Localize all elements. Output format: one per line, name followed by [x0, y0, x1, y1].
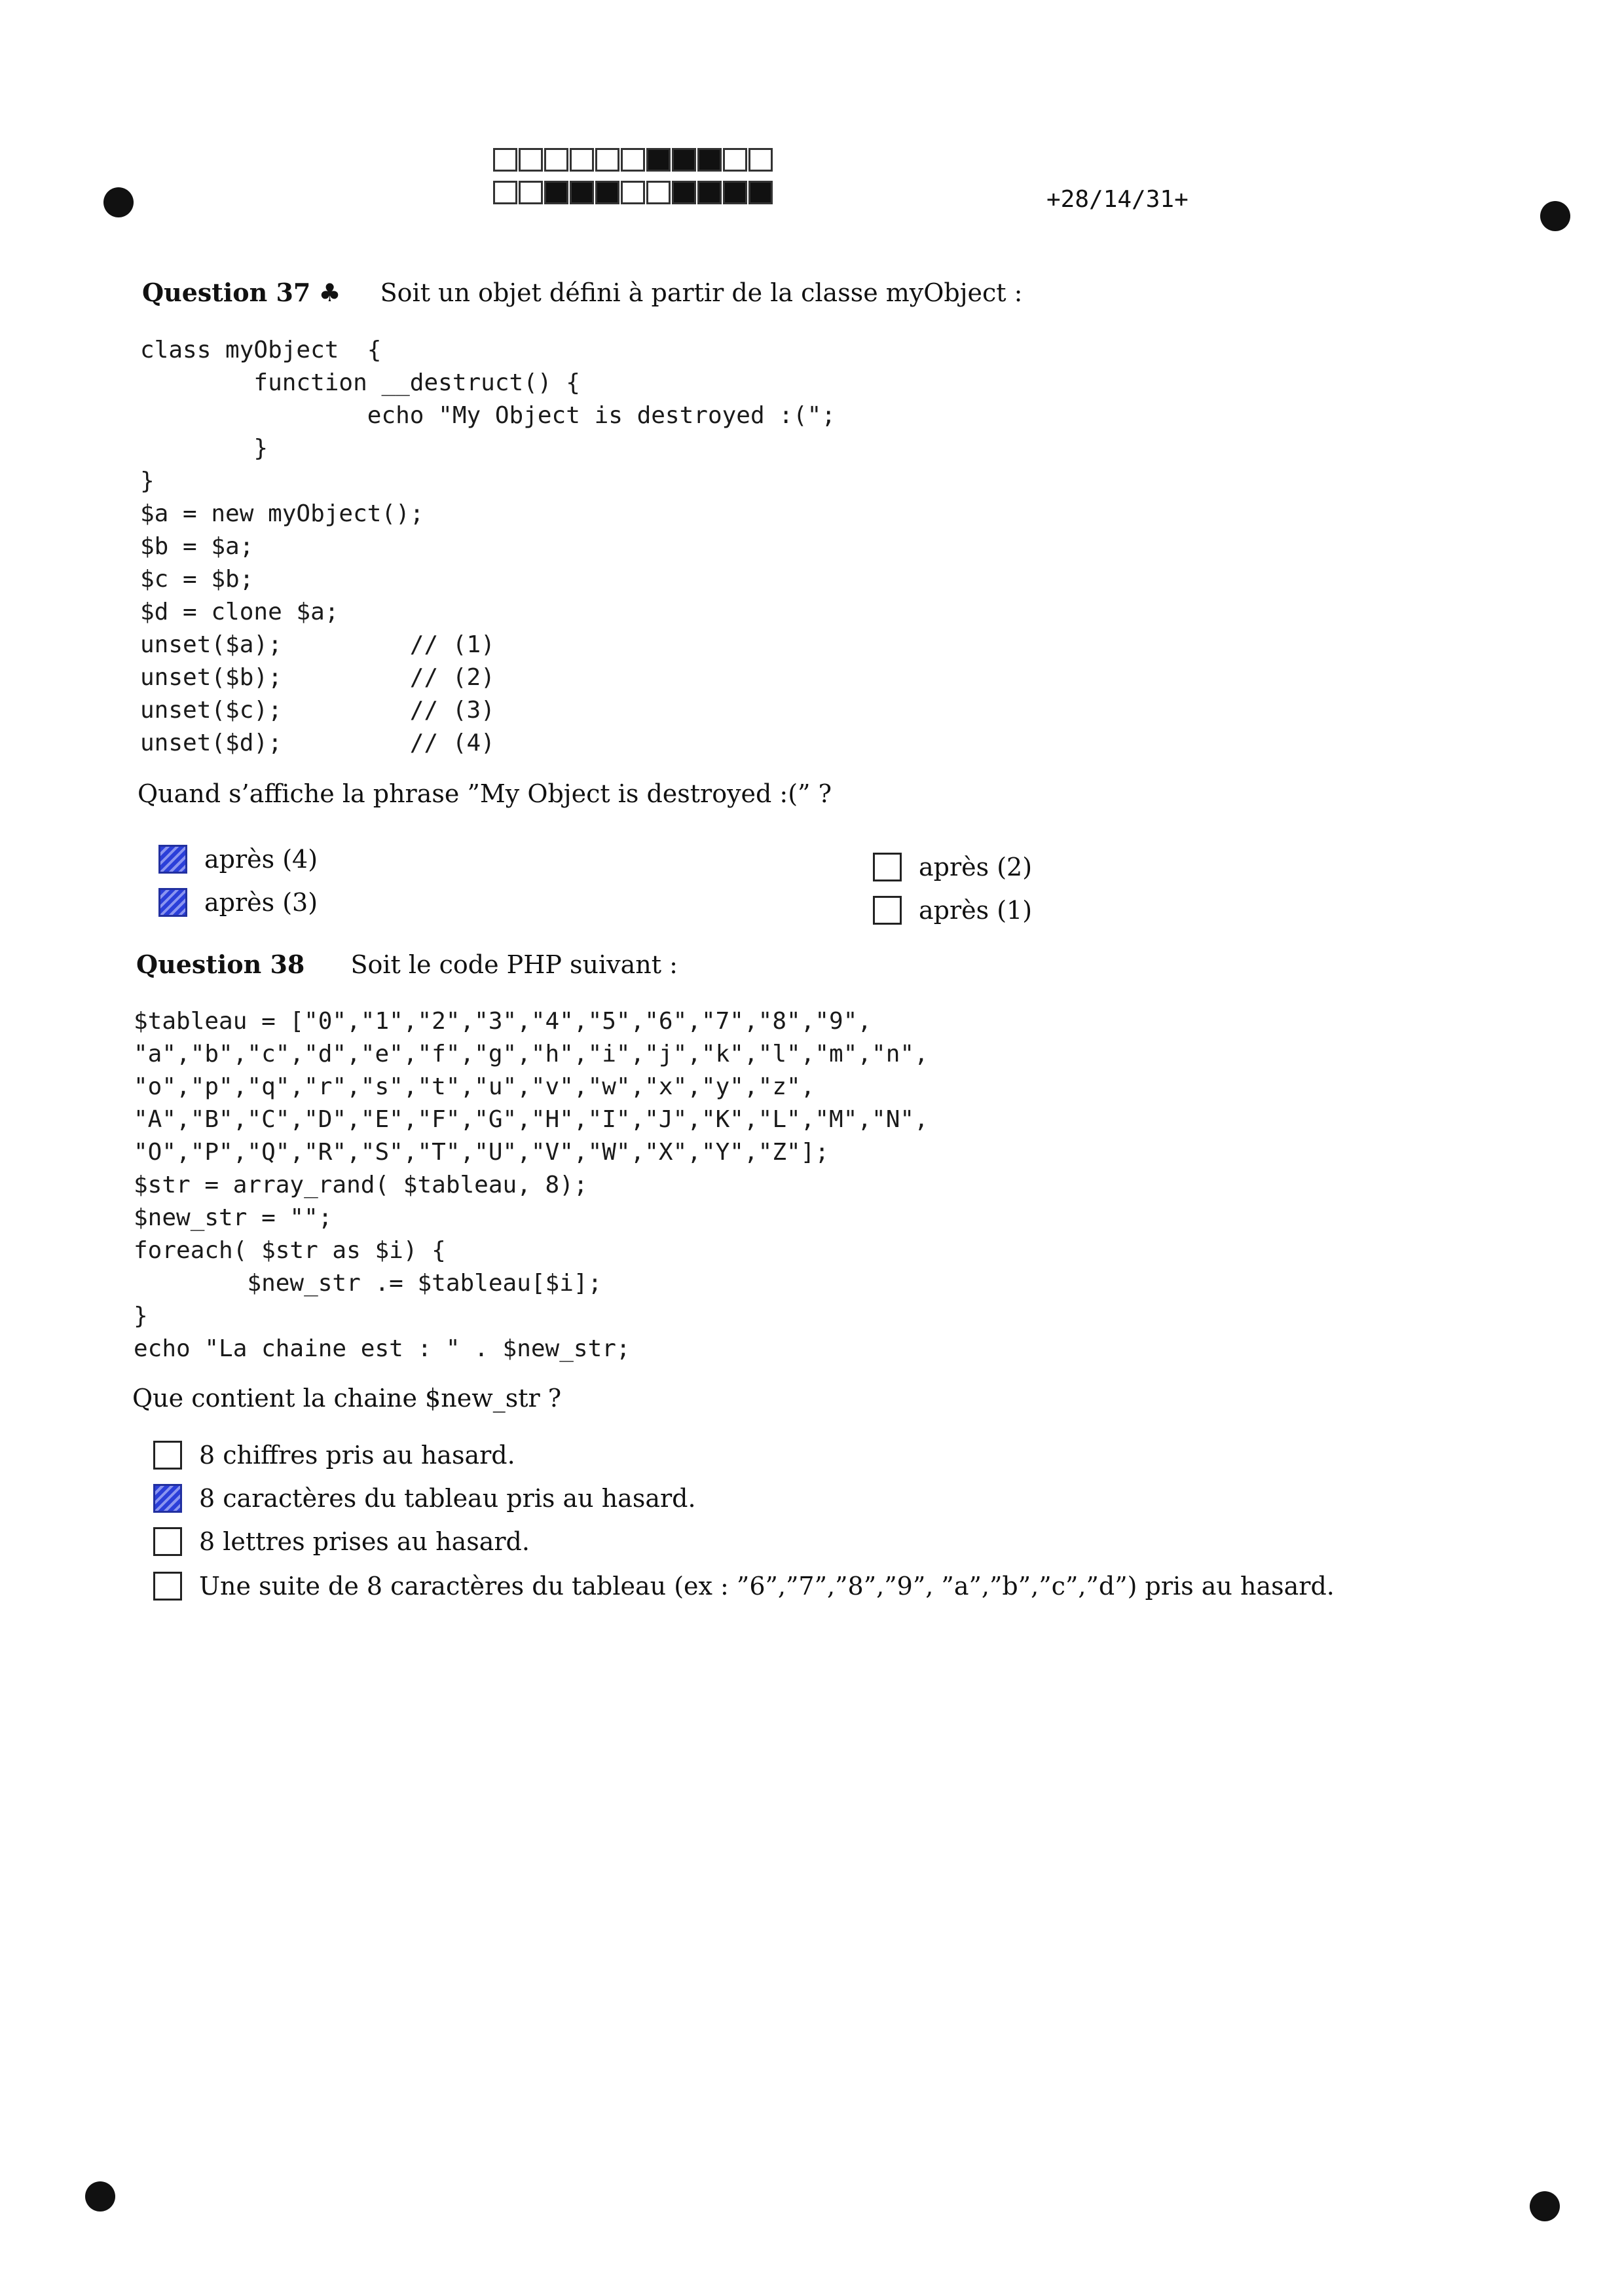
q37-heading: [142, 278, 1022, 307]
q38-question: Que contient la chaine $new_str ?: [132, 1384, 562, 1413]
q38-option-4[interactable]: [153, 1572, 1335, 1601]
barcode-cell: [672, 148, 696, 172]
barcode-cell: [646, 148, 671, 172]
registration-mark-bottom-right: [1530, 2191, 1560, 2221]
q37-option-2[interactable]: [158, 888, 318, 917]
q37-code: class myObject { function __destruct() { echo "My Object is destroyed :("; } } $a = new myObject(); $b = $a; $c = $b; $d = clone $a; unset($a); // (1) unset($b); // (2) unset($c); // (3) unset($d); // (4): [140, 337, 836, 756]
q37-prompt: Soit un objet défini à partir de la classe myObject :: [380, 278, 1023, 307]
q38-option-1-label: 8 chiffres pris au hasard.: [199, 1441, 515, 1470]
q37-checkbox-2[interactable]: [158, 888, 187, 917]
barcode-cell: [544, 181, 568, 204]
q37-checkbox-3[interactable]: [873, 853, 902, 881]
page-id: +28/14/31+: [1046, 186, 1189, 213]
barcode-cell: [697, 148, 722, 172]
barcode-cell: [723, 148, 747, 172]
barcode-cell: [570, 181, 594, 204]
q37-checkbox-4[interactable]: [873, 896, 902, 925]
q38-checkbox-1[interactable]: [153, 1441, 182, 1470]
barcode-cell: [697, 181, 722, 204]
registration-mark-bottom-left: [85, 2181, 115, 2212]
barcode-cell: [570, 148, 594, 172]
q38-option-1[interactable]: [153, 1441, 515, 1470]
barcode-cell: [493, 148, 517, 172]
q38-option-2-label: 8 caractères du tableau pris au hasard.: [199, 1484, 696, 1513]
club-icon: ♣: [318, 278, 341, 307]
barcode-row-1: [493, 148, 774, 172]
q38-heading: [136, 950, 678, 979]
q37-option-1-label: après (4): [204, 845, 318, 874]
barcode-cell: [748, 148, 773, 172]
q37-checkbox-1[interactable]: [158, 845, 187, 874]
registration-mark-top-right: [1540, 201, 1570, 231]
q37-option-3-label: après (2): [919, 853, 1033, 881]
barcode-cell: [493, 181, 517, 204]
q37-question: Quand s’affiche la phrase ”My Object is destroyed :(” ?: [138, 779, 832, 808]
barcode-cell: [595, 181, 619, 204]
q38-label: Question 38: [136, 950, 305, 979]
barcode-cell: [646, 181, 671, 204]
barcode-row-2: [493, 181, 774, 204]
q38-code: $tableau = ["0","1","2","3","4","5","6","7","8","9", "a","b","c","d","e","f","g","h","i","j","k","l","m","n", "o","p","q","r","s","t","u","v","w","x","y","z", "A","B","C","D","E","F","G","H","I","J","K","L","M","N", "O","P","Q","R","S","T","U","V","W","X","Y","Z"]; $str = array_rand( $tableau, 8); $new_str = ""; foreach( $str as $i) { $new_str .= $tableau[$i]; } echo "La chaine est : " . $new_str;: [134, 1008, 929, 1362]
barcode-cell: [519, 148, 543, 172]
barcode-cell: [672, 181, 696, 204]
q38-option-3[interactable]: [153, 1527, 530, 1556]
barcode-cell: [723, 181, 747, 204]
q38-checkbox-4[interactable]: [153, 1572, 182, 1601]
q38-checkbox-2[interactable]: [153, 1484, 182, 1513]
registration-mark-top-left: [103, 187, 134, 217]
q38-checkbox-3[interactable]: [153, 1527, 182, 1556]
q37-option-2-label: après (3): [204, 888, 318, 917]
barcode-cell: [621, 148, 645, 172]
q37-option-4-label: après (1): [919, 896, 1033, 925]
barcode-cell: [595, 148, 619, 172]
q37-option-3[interactable]: [873, 853, 1032, 881]
barcode-cell: [621, 181, 645, 204]
q37-option-1[interactable]: [158, 845, 318, 874]
q37-label: Question 37: [142, 278, 311, 307]
barcode-cell: [519, 181, 543, 204]
q38-option-2[interactable]: [153, 1484, 696, 1513]
barcode-cell: [544, 148, 568, 172]
q38-option-3-label: 8 lettres prises au hasard.: [199, 1527, 530, 1556]
q38-option-4-label: Une suite de 8 caractères du tableau (ex : ”6”,”7”,”8”,”9”, ”a”,”b”,”c”,”d”) pris au hasard.: [199, 1572, 1335, 1601]
q38-prompt: Soit le code PHP suivant :: [350, 950, 678, 979]
barcode-cell: [748, 181, 773, 204]
q37-option-4[interactable]: [873, 896, 1032, 925]
